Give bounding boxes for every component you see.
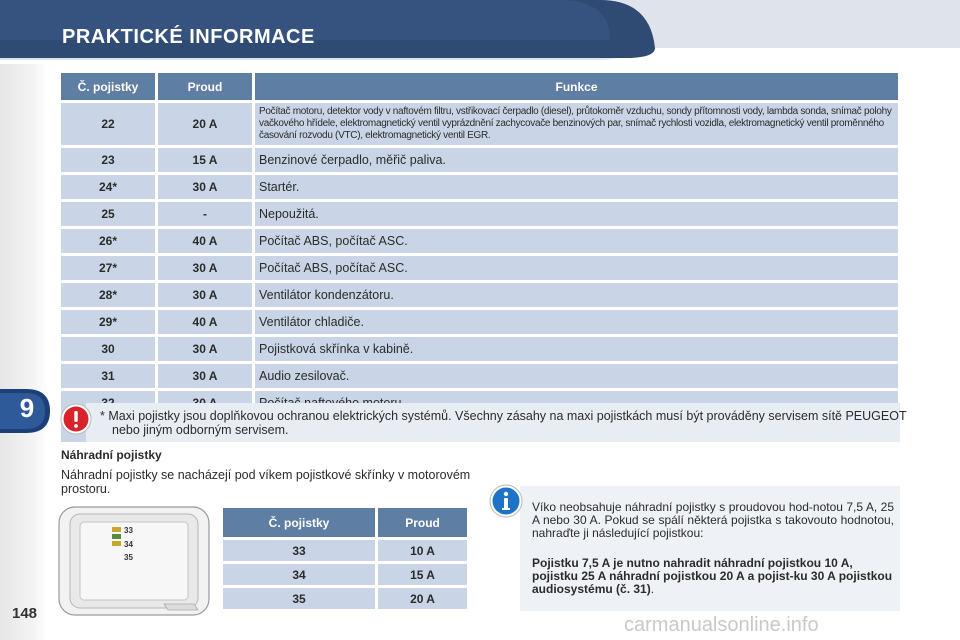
fuse-function: Počítač motoru, detektor vody v naftovém filtru, vstřikovací čerpadlo (diesel), průtokoměr vzduchu, sondy přítomnosti vody, lambda sonda, snímač polohy vačkového hřídele, elektromagnetický ventil vyprázdnění zachycovače benzinových par, snímač rychlosti vozidla, elektromagnetický ventil proměnného časování rozvodu (VTC), elektromagnetický ventil EGR. [255, 103, 898, 145]
table-row [61, 229, 898, 253]
fuse-number: 27* [61, 256, 155, 280]
info-bold-main: Pojistku 7,5 A je nutno nahradit náhradní pojistkou 10 A, pojistku 25 A náhradní pojistkou 20 A a pojist-ku 30 A pojistkou audiosystému (č. 31) [532, 556, 893, 596]
info-icon [489, 484, 523, 518]
fuse-number: 29* [61, 310, 155, 334]
fuse-function: Ventilátor chladiče. [255, 310, 898, 334]
fuse-current: 20 A [158, 103, 252, 145]
side-strip [0, 64, 48, 640]
fuse-number: 25 [61, 202, 155, 226]
fuse-number: 26* [61, 229, 155, 253]
header-fuse-number: Č. pojistky [61, 73, 155, 100]
fuse-number: 30 [61, 337, 155, 361]
table-row [223, 588, 467, 609]
fuse-number: 23 [61, 148, 155, 172]
fuse-function: Počítač ABS, počítač ASC. [255, 229, 898, 253]
spare-fuses-text: Náhradní pojistky se nacházejí pod víkem pojistkové skřínky v motorovém prostoru. [61, 468, 471, 496]
warning-icon [60, 403, 92, 435]
fuse-function: Audio zesilovač. [255, 364, 898, 388]
table-row [61, 175, 898, 199]
fuse-current: 15 A [378, 564, 467, 585]
fuse-current: 30 A [158, 283, 252, 307]
fuse-box-label: 33 [124, 526, 133, 535]
fuse-function: Startér. [255, 175, 898, 199]
table-row [61, 256, 898, 280]
fuse-number: 22 [61, 103, 155, 145]
table-row [61, 364, 898, 388]
table-row [61, 283, 898, 307]
fuse-current: 40 A [158, 310, 252, 334]
fuse-current: 15 A [158, 148, 252, 172]
fuse-function: Počítač ABS, počítač ASC. [255, 256, 898, 280]
fuse-current: 20 A [378, 588, 467, 609]
fuse-number: 31 [61, 364, 155, 388]
table-row [223, 540, 467, 561]
table-row [61, 202, 898, 226]
fuse-current: 30 A [158, 337, 252, 361]
header-current: Proud [158, 73, 252, 100]
fuse-current: 30 A [158, 175, 252, 199]
fuse-number: 28* [61, 283, 155, 307]
fuse-table [58, 70, 901, 445]
table-row [223, 564, 467, 585]
header-function: Funkce [255, 73, 898, 100]
fuse-function: Ventilátor kondenzátoru. [255, 283, 898, 307]
header-fuse-number: Č. pojistky [223, 508, 375, 537]
fuse-box-label: 34 [124, 540, 133, 549]
fuse-current: 40 A [158, 229, 252, 253]
fuse-number: 35 [223, 588, 375, 609]
page-number: 148 [12, 605, 38, 622]
spare-table-header [223, 508, 467, 537]
fuse-number: 33 [223, 540, 375, 561]
info-text: Víko neobsahuje náhradní pojistky s proudovou hod-notou 7,5 A, 25 A nebo 30 A. Pokud se spálí některá pojistka s takovouto hodnotou, nahraďte ji následující pojistkou: [532, 500, 894, 540]
fuse-box-label: 35 [124, 553, 133, 562]
fuse-function: Pojistková skřínka v kabině. [255, 337, 898, 361]
fuse-function: Nepoužitá. [255, 202, 898, 226]
header-current: Proud [378, 508, 467, 537]
watermark: carmanualsonline.info [624, 614, 819, 636]
fuse-current: 30 A [158, 256, 252, 280]
table-row [61, 337, 898, 361]
fuse-function: Benzinové čerpadlo, měřič paliva. [255, 148, 898, 172]
chapter-number: 9 [19, 393, 35, 423]
fuse-box-illustration [58, 506, 210, 616]
maxi-fuse-note: * Maxi pojistky jsou doplňkovou ochranou elektrických systémů. Všechny zásahy na maxi pojistkách musí být prováděny servisem sítě PEUGEOT nebo jiným odborným servisem. [100, 409, 907, 437]
fuse-current: - [158, 202, 252, 226]
info-bold-text [532, 557, 894, 596]
table-row [61, 148, 898, 172]
fuse-number: 34 [223, 564, 375, 585]
fuse-current: 30 A [158, 364, 252, 388]
page-title: PRAKTICKÉ INFORMACE [62, 26, 315, 48]
spare-fuses-title: Náhradní pojistky [61, 448, 162, 462]
fuse-table-header [61, 73, 898, 100]
table-row [61, 310, 898, 334]
table-row [61, 103, 898, 145]
fuse-number: 24* [61, 175, 155, 199]
info-bold-end: . [650, 582, 655, 596]
spare-fuse-table [220, 505, 470, 612]
fuse-current: 10 A [378, 540, 467, 561]
